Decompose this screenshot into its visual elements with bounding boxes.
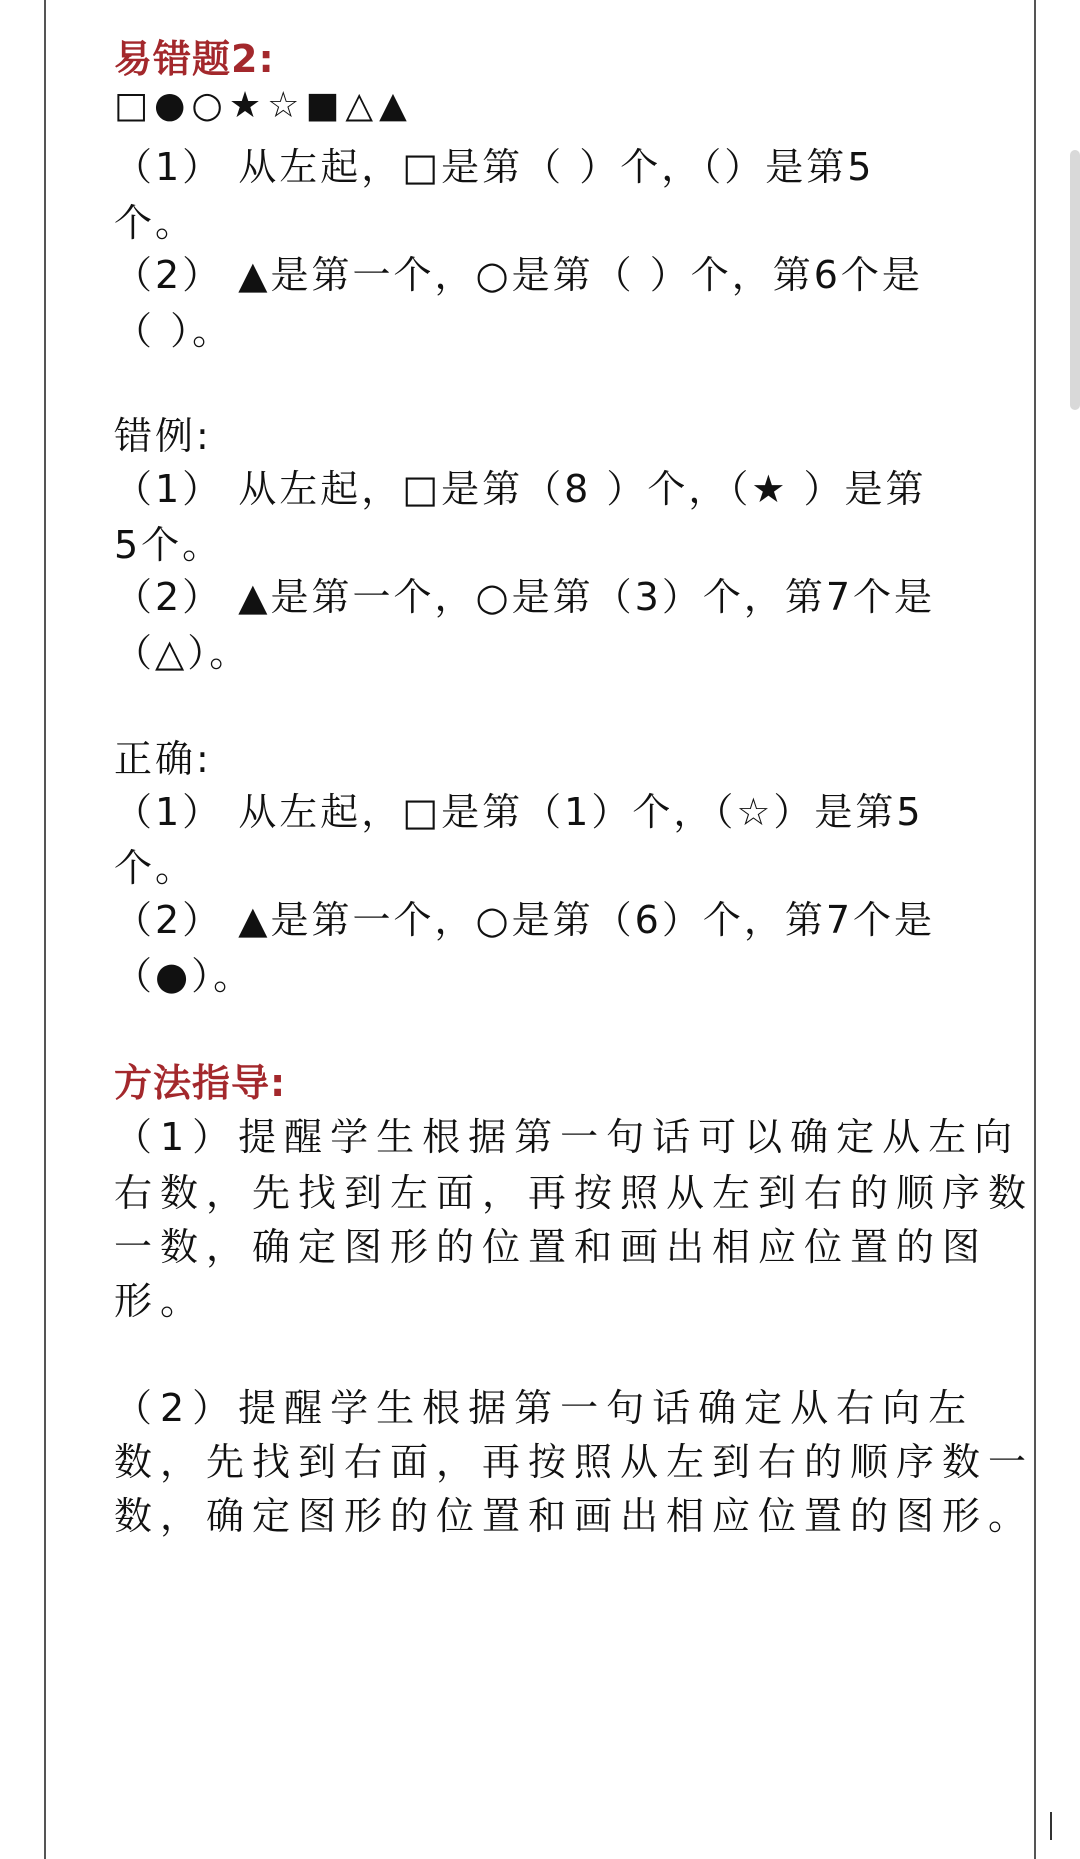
correct-q1-line1: （1） 从左起，□是第（1）个，（☆）是第5	[114, 790, 924, 834]
bottom-fade-overlay	[720, 1800, 1020, 1859]
method-title: 方法指导:	[114, 1061, 287, 1105]
frame-left-border	[44, 0, 46, 1859]
method-p1-line1: （1）提醒学生根据第一句话可以确定从左向	[114, 1115, 1021, 1159]
method-p1-line3: 一数，确定图形的位置和画出相应位置的图	[114, 1225, 989, 1269]
problem-q2-line2: （ ）。	[114, 309, 234, 353]
problem-q1-line2: 个。	[114, 201, 197, 245]
scrollbar-thumb[interactable]	[1070, 150, 1080, 410]
correct-q2-line1: （2） ▲是第一个，○是第（6）个，第7个是	[114, 898, 935, 942]
method-p2-line1: （2）提醒学生根据第一句话确定从右向左	[114, 1386, 975, 1430]
method-p2-line3: 数，确定图形的位置和画出相应位置的图形。	[114, 1494, 1035, 1538]
problem-q1-line1: （1） 从左起，□是第（ ）个，（）是第5	[114, 145, 875, 189]
wrong-q1-line1: （1） 从左起，□是第（8 ）个，（★ ）是第	[114, 467, 927, 511]
shape-sequence: □●○★☆■△▲	[114, 85, 413, 126]
wrong-example-label: 错例:	[114, 414, 212, 458]
wrong-q2-line1: （2） ▲是第一个，○是第（3）个，第7个是	[114, 575, 935, 619]
wrong-q2-line2: （△）。	[114, 631, 251, 675]
problem-q2-line1: （2） ▲是第一个，○是第（ ）个，第6个是	[114, 253, 923, 297]
page-indicator-mark	[1050, 1812, 1052, 1840]
correct-q2-line2: （●）。	[114, 954, 255, 998]
frame-right-border	[1034, 0, 1036, 1859]
correct-q1-line2: 个。	[114, 846, 197, 890]
method-p1-line2: 右数，先找到左面，再按照从左到右的顺序数	[114, 1171, 1035, 1215]
method-p1-line4: 形。	[114, 1279, 207, 1323]
wrong-q1-line2: 5个。	[114, 523, 224, 567]
method-p2-line2: 数，先找到右面，再按照从左到右的顺序数一	[114, 1440, 1035, 1484]
correct-example-label: 正确:	[114, 737, 212, 781]
problem-title: 易错题2:	[114, 37, 275, 81]
